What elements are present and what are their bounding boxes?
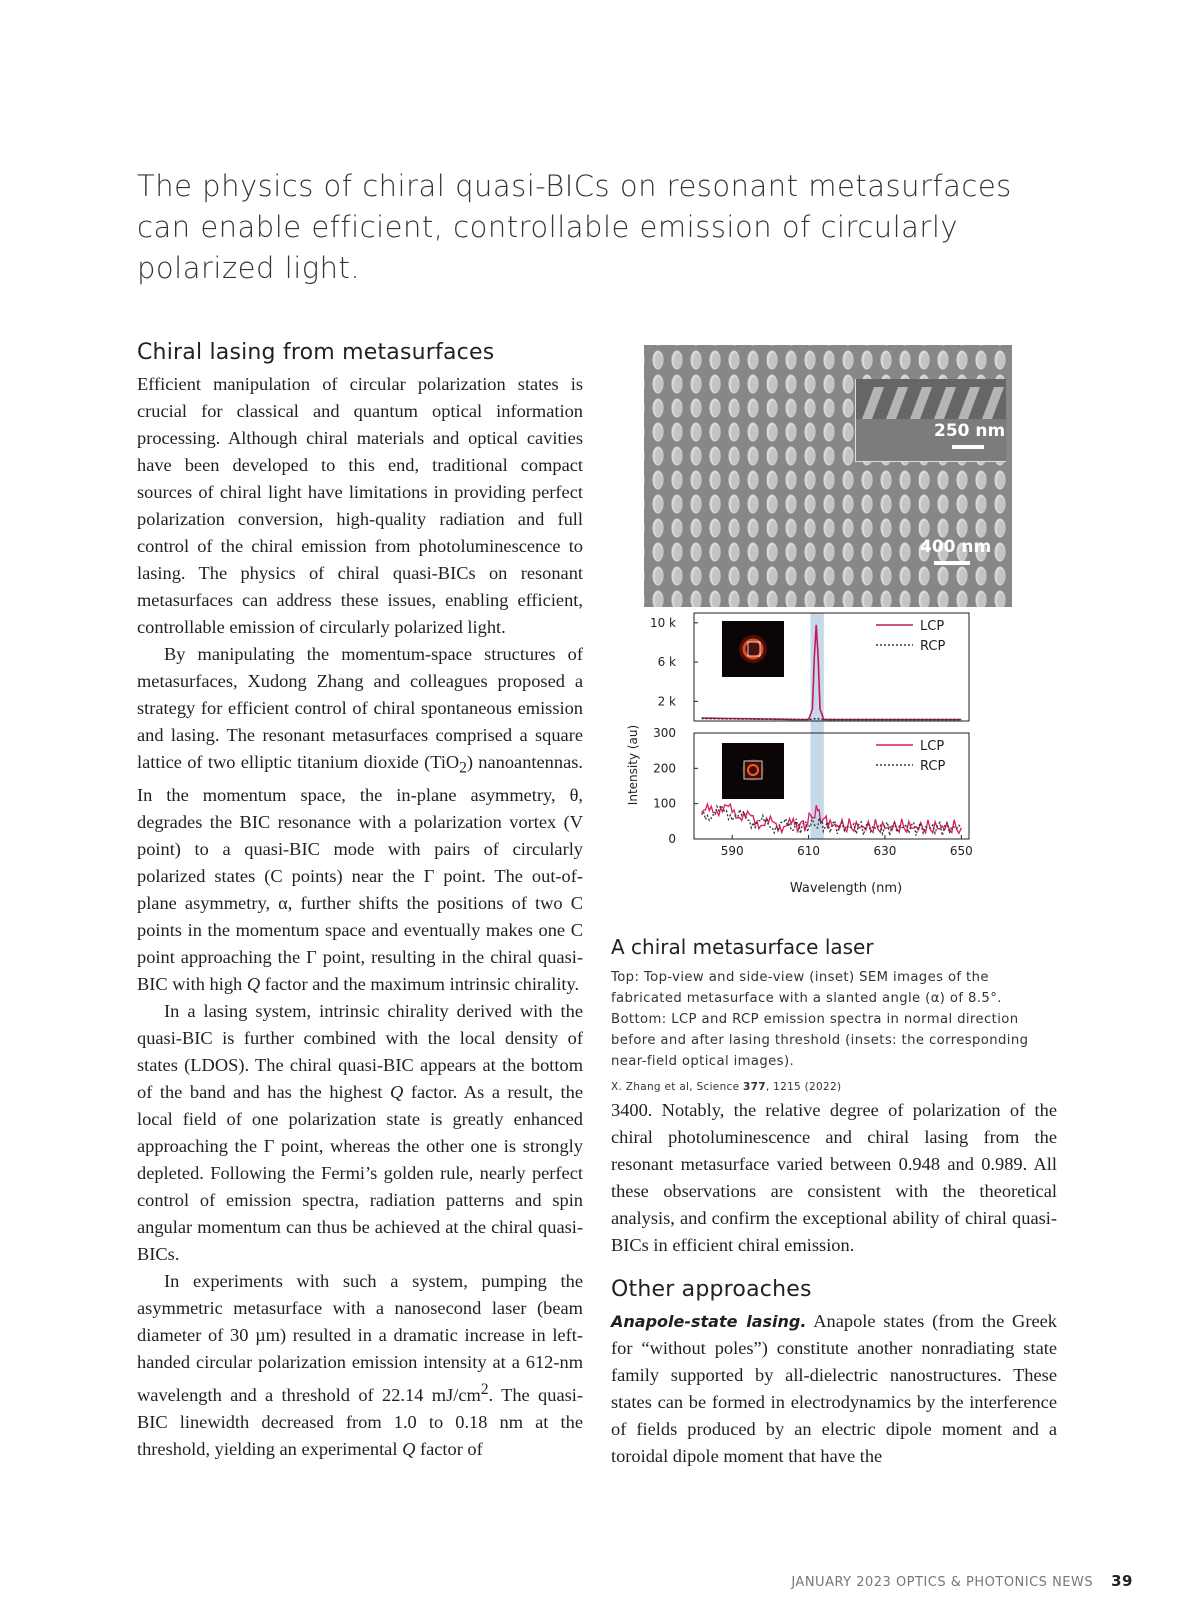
subscript-2: 2 [459, 759, 467, 777]
paragraph-1: Efficient manipulation of circular polarization states is crucial for classical and quantum optical information processing. Although chiral materials and optical cavities have been developed to this end, traditional compact sources of chiral light have limitations in providing perfect polarization conversion, high-quality radiation and full control of the chiral emission from photoluminescence to lasing. The physics of chiral quasi-BICs on resonant metasurfaces can address these issues, enabling efficient, controllable emission of circularly polarized light. [137, 374, 583, 637]
y-tick-label: 0 [668, 832, 676, 846]
x-tick-label: 590 [720, 844, 744, 858]
right-column [611, 1097, 1057, 1470]
inset-scale-bar [952, 445, 984, 449]
y-tick-label: 2 k [657, 694, 676, 709]
paragraph-3: In a lasing system, intrinsic chirality derived with the quasi-BIC is further combined with the local density of states (LDOS). The chiral quasi-BIC appears at the bottom of the band and has the highest Q factor. As a result, the local field of one polarization state is greatly enhanced approaching the Γ point, whereas the other one is strongly depleted. Following the Fermi’s golden rule, nearly perfect control of emission spectra, radiation patterns and spin angular momentum can thus be achieved at the chiral quasi-BICs. [137, 1000, 583, 1264]
figure-title: A chiral metasurface laser [611, 935, 874, 959]
main-scale-label: 400 nm [920, 537, 992, 557]
legend-label-lcp: LCP [920, 739, 945, 754]
paragraph-2: By manipulating the momentum-space structures of metasurfaces, Xudong Zhang and colleagues proposed a strategy for efficient control of chiral spontaneous emission and lasing. The resonant metasurfaces comprised a square lattice of two elliptic titanium dioxide (TiO$_2$) nanoantennas. In the momentum space, the in-plane asymmetry, θ, degrades the BIC resonance with a polarization vortex (V point) to a quasi-BIC mode with pairs of circularly polarized states (C points) near the Γ point. The out-of-plane asymmetry, α, further shifts the positions of two C points in the momentum space and eventually makes one C point approaching the Γ point, resulting in the chiral quasi-BIC with high Q factor and the maximum intrinsic chirality. [137, 644, 583, 994]
spectra-chart [611, 605, 1031, 905]
page-number: 39 [1111, 1572, 1133, 1590]
pull-quote: The physics of chiral quasi-BICs on resonant metasurfaces can enable efficient, controllable emission of circularly polarized light. [137, 169, 1012, 285]
sem-inset-side-view [855, 379, 1006, 462]
inset-scale-label: 250 nm [934, 421, 1006, 441]
figure-credit: X. Zhang et al, Science 377, 1215 (2022) [611, 1081, 842, 1093]
page-footer [791, 1572, 1133, 1590]
figure-caption: Top: Top-view and side-view (inset) SEM images of the fabricated metasurface with a slanted angle (α) of 8.5°. Bottom: LCP and RCP emission spectra in normal direction before and after lasing threshold (insets: the corresponding near-field optical images). [611, 970, 1029, 1069]
x-tick-label: 610 [797, 844, 821, 858]
y-tick-label: 200 [653, 761, 676, 776]
footer-issue: JANUARY 2023 OPTICS & PHOTONICS NEWS [791, 1575, 1094, 1590]
x-tick-label: 630 [873, 844, 897, 858]
y-axis-label: Intensity (au) [626, 724, 640, 806]
anapole-lead: Anapole-state lasing. [611, 1312, 807, 1331]
legend-label-lcp: LCP [920, 619, 945, 634]
x-tick-label: 650 [949, 844, 973, 858]
paragraph-4: In experiments with such a system, pumping the asymmetric metasurface with a nanosecond laser (beam diameter of 30 µm) resulted in a dramatic increase in left-handed circular polarization emission intensity at a 612-nm wavelength and a threshold of 22.14 $mJ/cm^2$. The quasi-BIC linewidth decreased from 1.0 to 0.18 nm at the threshold, yielding an experimental Q factor of [137, 1270, 583, 1459]
series-rcp-below-threshold [702, 805, 962, 835]
main-scale-bar [934, 561, 970, 565]
legend-label-rcp: RCP [920, 639, 946, 654]
near-field-inset-top [722, 621, 784, 677]
superscript-2: 2 [480, 1380, 489, 1398]
section-heading-chiral-lasing: Chiral lasing from metasurfaces [137, 340, 495, 365]
y-tick-label: 100 [653, 796, 676, 811]
left-column [137, 340, 583, 1463]
near-field-inset-bottom [722, 743, 784, 799]
y-tick-label: 10 k [649, 615, 676, 630]
legend-label-rcp: RCP [920, 759, 946, 774]
section-heading-other-approaches: Other approaches [611, 1277, 812, 1302]
paragraph-anapole: Anapole-state lasing. Anapole states (from the Greek for “without poles”) constitute another nonradiating state family supported by all-dielectric nanostructures. These states can be formed in electrodynamics by the interference of fields produced by an electric dipole moment and a toroidal dipole moment that have the [611, 1311, 1057, 1466]
y-tick-label: 300 [653, 726, 676, 740]
y-tick-label: 6 k [657, 655, 676, 670]
x-axis-label: Wavelength (nm) [789, 881, 903, 896]
paragraph-continued: 3400. Notably, the relative degree of polarization of the chiral photoluminescence and chiral lasing from the resonant metasurface varied between 0.948 and 0.989. All these observations are consistent with the theoretical analysis, and confirm the exceptional ability of chiral quasi-BICs in efficient chiral emission. [611, 1100, 1057, 1255]
sem-image [644, 345, 1012, 607]
